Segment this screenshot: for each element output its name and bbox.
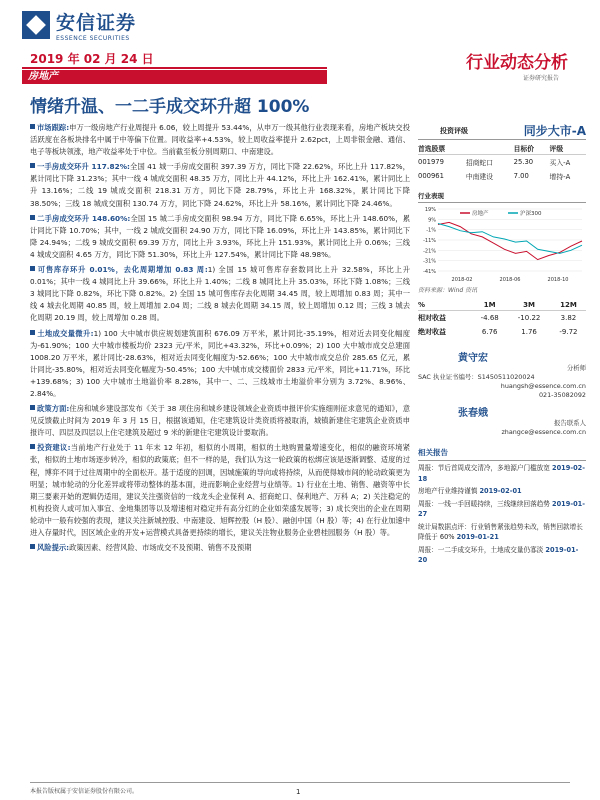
paragraph-text: 政策因素、经营风险、市场成交不及预期、销售不及预期 bbox=[69, 543, 252, 553]
col-header: 目标价 bbox=[514, 142, 550, 155]
line-chart bbox=[418, 205, 586, 283]
paragraph bbox=[30, 403, 410, 439]
paragraph bbox=[30, 264, 410, 324]
table-row bbox=[418, 169, 586, 183]
sidebar bbox=[418, 122, 586, 566]
related-text: 统计局数据点评：行业销售紧张趋势未改，销售回款增长降低于 60% bbox=[418, 522, 583, 541]
related-date: 2019-01-21 bbox=[456, 533, 499, 541]
paragraph-lead: 投资建议: bbox=[37, 443, 71, 453]
paragraph-text: 申万一级房地产行业周提升 6.06，较上周提升 53.44%，从申万一级其他行业表现来看，房地产板块交投活跃度在各板块排名中属于中等偏下位置。同收益率+4.53%，较上周收益率提升 2.62pct，上周非银金融、通信、电子等板块领涨，地产收益率处于中位。当前截至板分别周期口、中南建设。 bbox=[30, 123, 410, 157]
x-tick-label: 2018-06 bbox=[499, 277, 521, 283]
related-title: 相关报告 bbox=[418, 447, 586, 461]
paragraph-text: 1) 全国 15 城可售库存套数同比上升 32.58%，环比上升 0.01%；其中一线 4 城同比上升 39.66%，环比上升 1.40%；二线 8 城同比上升 35.03%，环比下降 1.08%；三线 3 城同比下降 0.82%，环比下降 0.82%。2) 全国 15 城可售库存去化周期 34.45 周，较上周增加 0.83 周；其中一线 4 城去化周期 40.85 周，较上周增加 2.04 周；二线 8 城去化周期 34.15 周，较上周增加 0.12 周；三线 3 城去化周期 20.19 周，较上周增加 0.28 周。 bbox=[30, 265, 410, 323]
related-item[interactable] bbox=[418, 499, 586, 520]
stock-rating: 买入-A bbox=[549, 159, 571, 167]
paragraph-lead: 风险提示: bbox=[37, 543, 70, 553]
line-chart-svg bbox=[418, 205, 586, 283]
stock-rating: 增持-A bbox=[549, 173, 571, 181]
analyst-phone: 021-35082092 bbox=[538, 391, 586, 399]
related-date: 2019-02-01 bbox=[479, 487, 522, 495]
related-text: 周报：一线一手回暖持续，三线继续回落趋势 bbox=[418, 499, 550, 508]
y-tick-label: -11% bbox=[423, 238, 436, 244]
footer-divider bbox=[30, 782, 570, 783]
series-line-1 bbox=[438, 224, 582, 254]
related-date: 2019-02-18 bbox=[418, 464, 585, 483]
stock-table bbox=[418, 142, 586, 183]
col-header: 评级 bbox=[550, 142, 586, 155]
paragraph bbox=[30, 213, 410, 261]
chart-source: 资料来源：Wind 资讯 bbox=[418, 287, 478, 294]
x-tick-label: 2018-02 bbox=[451, 277, 473, 283]
y-tick-label: 19% bbox=[424, 207, 436, 213]
contact-email[interactable]: zhangce@essence.com.cn bbox=[501, 428, 586, 436]
perf-1m: -4.68 bbox=[480, 314, 499, 322]
col-header bbox=[466, 142, 514, 155]
page-number: 1 bbox=[296, 788, 301, 796]
brand-name-en: ESSENCE SECURITIES bbox=[56, 35, 130, 42]
brand-name-cn: 安信证券 bbox=[56, 12, 137, 34]
x-tick-label: 2018-10 bbox=[547, 277, 569, 283]
col-header: 首选股票 bbox=[418, 142, 466, 155]
perf-1m: 6.76 bbox=[481, 328, 498, 336]
stock-price: 25.30 bbox=[513, 158, 534, 166]
col-header: 3M bbox=[507, 300, 551, 311]
y-tick-label: -31% bbox=[423, 258, 436, 265]
report-date: 2019 年 02 月 24 日 bbox=[30, 52, 154, 66]
rating-row bbox=[418, 122, 586, 140]
y-tick-label: 9% bbox=[428, 217, 436, 224]
analyst-name: 黄守宏 bbox=[458, 353, 488, 364]
bullet-square-icon bbox=[30, 266, 35, 271]
paragraph-lead: 二手房成交环升 148.60%: bbox=[37, 213, 131, 223]
analyst-email[interactable]: huangsh@essence.com.cn bbox=[500, 382, 586, 390]
bullet-square-icon bbox=[30, 163, 35, 168]
legend-label: 房地产 bbox=[472, 211, 489, 217]
table-row bbox=[418, 155, 586, 170]
chart-title: 行业表现 bbox=[418, 191, 586, 203]
analyst-role: 分析师 bbox=[566, 364, 586, 372]
related-item[interactable] bbox=[418, 522, 586, 543]
paragraph bbox=[30, 542, 410, 554]
paragraph-lead: 一手房成交环升 117.82%: bbox=[37, 162, 130, 172]
table-row bbox=[418, 325, 586, 339]
paragraph-text: 住房和城乡建设部发布《关于 38 项住房和城乡建设领域企业资质申报评价实施细则征求意见的通知》，意见反馈截止时间为 2019 年 3 月 15 日，根据该通知，住宅建筑设计类资质将被取消，城镇新建住宅建筑企业资质申报许可、四层及四层以上住宅建筑及超过 9 米的新建住宅建筑设计要取消。 bbox=[30, 404, 410, 438]
y-tick-label: -21% bbox=[423, 248, 436, 255]
perf-label: 相对收益 bbox=[418, 314, 446, 322]
footer-note: 本报告版权属于安信证券股份有限公司。 bbox=[30, 788, 139, 795]
bullet-square-icon bbox=[30, 215, 35, 220]
bullet-square-icon bbox=[30, 544, 35, 549]
related-text: 周报：一二手成交环升，土地成交量仍寡淡 bbox=[418, 545, 544, 554]
analyst-sac: SAC 执业证书编号：S1450511020024 bbox=[418, 373, 535, 381]
perf-3m: 1.76 bbox=[521, 328, 537, 336]
related-text: 周报：节后首周成交清冷，多地源户门槛放宽 bbox=[418, 464, 550, 472]
bullet-square-icon bbox=[30, 124, 35, 129]
stock-name: 招商蛇口 bbox=[465, 159, 494, 167]
paragraph-text: 当前地产行业处于 11 年末 12 年初，相似的小周期，相似的土地购置量增速变化，相似的融资环境紧张，相似的土地市场逐步转冷，相似的政策底；但不一样的是，我们认为这一轮政策的松绑应该是逐渐调整、适度的过程，博弈不同于过往周期中的全面松开。基于适度的回调，因城施策的导向或将持续，从而使得城市间的轮动政策更为明显；城市轮动的分化差异或将带动整体的基本面，进而影响企业经营与业绩等。1) 行业在土地、销售、融资等中长期三要素开始的逻辑仍适用，建议关注强资信的一线龙头企业保利 A、招商蛇口、保利地产、万科 A；2) 关注稳定的机构投资人或可加入事宜、金地集团等以及增速相对稳定并有高分红的企业如荣盛发展等；3) 成长突出的企业在周期轮动中一般有较强的表现，建议关注新城控股、中南建设、旭辉控股（H 股）、融创中国（H 股）等；4) 在行业加速中进入存量时代，因区域企业的开发+运营模式具备更持续的增长，建议关注物业服务企业碧桂园服务（H 股）等。 bbox=[30, 443, 410, 537]
analyst-block bbox=[418, 349, 586, 437]
paragraph-text: 全国 41 城一手房成交面积 397.39 万方，同比下降 22.62%，环比上升 117.82%，累计同比下降 31.23%；其中一线 4 城成交面积 48.35 万方，同比上升 44.12%，环比上升 162.41%，累计同比上升 13.16%；二线 19 城成交面积 218.31 万方，同比下降 28.79%，环比上升 168.32%，累计同比下降 38.50%；三线 18 城成交面积 130.74 万方，同比下降 24.62%，环比上升 58.16%，累计同比下降 24.46%。 bbox=[30, 162, 410, 208]
col-header: % bbox=[418, 300, 472, 311]
paragraph-lead: 市场跟踪: bbox=[37, 123, 70, 132]
related-text: 房地产行业维持谨慎 bbox=[418, 487, 478, 495]
col-header: 12M bbox=[551, 300, 586, 311]
legend-label: 沪深300 bbox=[520, 211, 542, 217]
paragraph bbox=[30, 161, 410, 209]
related-item[interactable] bbox=[418, 486, 586, 497]
perf-label: 绝对收益 bbox=[418, 328, 446, 336]
section-label: 房地产 bbox=[22, 70, 327, 84]
headline: 情绪升温、一二手成交环升超 100% bbox=[30, 97, 310, 117]
related-item[interactable] bbox=[418, 463, 586, 484]
stock-code: 001979 bbox=[418, 158, 444, 166]
y-tick-label: -41% bbox=[423, 269, 436, 275]
related-list bbox=[418, 463, 586, 566]
related-date: 2019-01-20 bbox=[418, 545, 579, 564]
paragraph-lead: 土地成交量微升: bbox=[37, 328, 94, 338]
bullet-square-icon bbox=[30, 405, 35, 410]
table-row bbox=[418, 311, 586, 326]
perf-3m: -10.22 bbox=[517, 314, 541, 322]
report-type: 行业动态分析 bbox=[466, 53, 568, 73]
stock-name: 中南建设 bbox=[465, 173, 494, 181]
paragraph bbox=[30, 328, 410, 401]
main-body bbox=[30, 122, 410, 557]
perf-12m: -9.72 bbox=[559, 328, 578, 336]
divider bbox=[22, 67, 327, 69]
contact-role: 报告联系人 bbox=[554, 419, 586, 427]
bullet-square-icon bbox=[30, 444, 35, 449]
perf-12m: 3.82 bbox=[560, 314, 577, 322]
y-tick-label: -1% bbox=[426, 227, 436, 234]
paragraph bbox=[30, 122, 410, 158]
report-subtitle: 证券研究报告 bbox=[523, 75, 560, 82]
contact-name: 张春娥 bbox=[458, 408, 488, 419]
related-date: 2019-01-27 bbox=[418, 499, 585, 518]
rating-value: 同步大市-A bbox=[523, 124, 586, 138]
rating-label: 投资评级 bbox=[440, 126, 468, 135]
logo-mark-icon bbox=[22, 11, 50, 39]
performance-table bbox=[418, 300, 586, 339]
stock-price: 7.00 bbox=[513, 172, 529, 180]
paragraph bbox=[30, 442, 410, 539]
paragraph-lead: 可售库存环升 0.01%，去化周期增加 0.83 周: bbox=[37, 265, 208, 275]
col-header: 1M bbox=[472, 300, 507, 311]
paragraph-lead: 政策方面: bbox=[37, 404, 70, 414]
stock-code: 000961 bbox=[418, 172, 444, 180]
brand-logo bbox=[22, 8, 136, 42]
bullet-square-icon bbox=[30, 330, 35, 335]
paragraph-text: 全国 15 城二手房成交面积 98.94 万方，同比下降 6.65%，环比上升 148.60%，累计同比下降 10.70%；其中，一线 2 城成交面积 24.90 万方，同比下降 16.09%，环比上升 143.85%，累计同比下降 24.94%；二线 9 城成交面积 69.39 万方，同比上升 3.93%，环比上升 151.93%，累计同比上升 0.06%；三线 4 城成交面积 4.65 万方，同比下降 51.30%，环比上升 127.54%，累计同比下降 48.98%。 bbox=[30, 213, 410, 259]
related-item[interactable] bbox=[418, 545, 586, 566]
paragraph-text: 1) 100 大中城市供应规划建筑面积 676.09 万平米，累计同比-35.19%，相对近去同变化幅度为-61.90%；100 大中城市楼板均价 2323 元/平米，同比+43.32%，环比+0.09%；2) 100 大中城市成交总建面 1008.20 万平米，累计同比-28.63%，相对近去同变化幅度为-52.66%；100 大中城市成交总价 285.65 亿元，累计同比-35.80%，相对近去同变化幅度为-50.45%；100 大中城市成交楼面价 2833 元/平米，同比+11.71%，环比+139.68%；3) 100 大中城市土地溢价率 8.28%，其中一、二、三线城市土地溢价率分别为 3.72%、8.96%、2.84%。 bbox=[30, 328, 411, 398]
